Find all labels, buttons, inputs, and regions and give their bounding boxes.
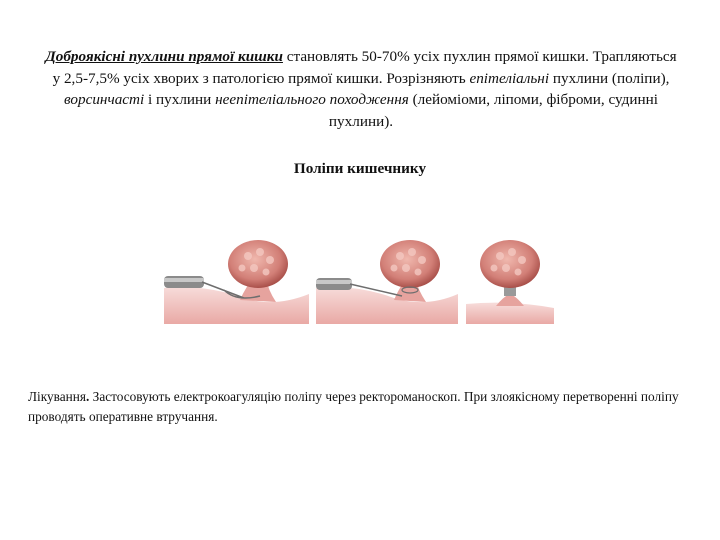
polyp-figure-3 <box>466 238 554 324</box>
section-heading: Поліпи кишечнику <box>293 160 427 177</box>
treatment-text: Застосовують електрокоагуляцію поліпу через ректороманоскоп. При злоякісному перетворенні поліпу проводять оперативне втручання. <box>28 389 679 424</box>
polyp-figure-1 <box>164 238 309 324</box>
treatment-paragraph <box>28 387 688 427</box>
polyp-figure-2 <box>316 238 458 324</box>
intro-villous: ворсинчасті <box>64 91 145 108</box>
treatment-label: Лікування <box>28 389 86 404</box>
intro-term: Доброякісні пухлини прямої кишки <box>45 48 283 65</box>
intro-text-3: і пухлини <box>144 91 216 108</box>
intro-text-1: становлять 50-70% усіх пухлин прямої кишки. Трапляються у 2,5-7,5% усіх хворих з патологією прямої кишки. Розрізняють <box>52 48 677 87</box>
intro-text-2: пухлини (поліпи), <box>549 69 670 87</box>
intro-epithelial: епітеліальні <box>469 69 550 87</box>
intro-text-4: (лейоміоми, ліпоми, фіброми, судинні пухлини). <box>328 91 658 130</box>
intro-nonepithelial: неепітеліального походження <box>215 91 409 108</box>
treatment-label-dot: . <box>86 389 90 404</box>
polyp-illustrations <box>164 238 554 324</box>
intro-paragraph <box>40 46 682 132</box>
